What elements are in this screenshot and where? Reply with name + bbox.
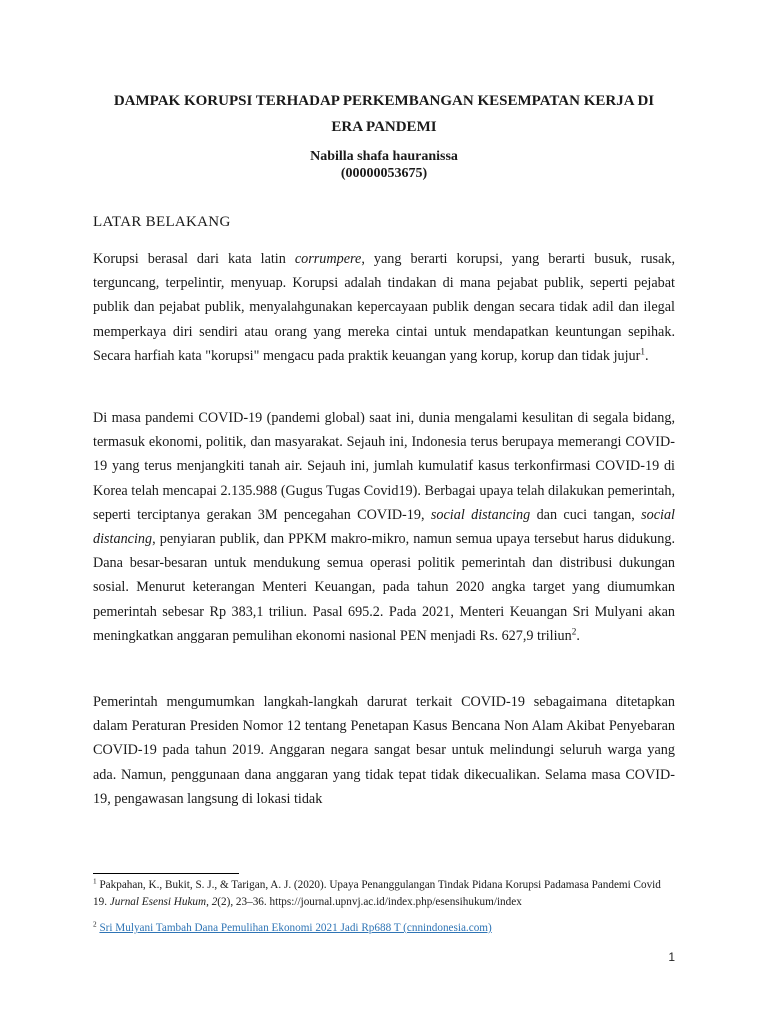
title-line-2: ERA PANDEMI bbox=[331, 119, 437, 135]
footnote-2: $^2$ Sri Mulyani Tambah Dana Pemulihan Ekonomi 2021 Jadi Rp688 T (cnnindonesia.com) bbox=[93, 920, 492, 934]
paragraph-1: Korupsi berasal dari kata latin corrumpere, yang berarti korupsi, yang berarti busuk, rusak, terguncang, terpelintir, menyuap. Korupsi adalah tindakan di mana pejabat publik, seperti pejabat publik dan pejabat publik, menyalahgunakan kepercayaan publik dengan secara tidak adil dan ilegal memperkaya diri sendiri atau orang yang mereka cintai untuk mendapatkan keuntungan sepihak. Secara harfiah kata "korupsi" mengacu pada praktik keuangan yang korup, korup dan tidak jujur$^1$. bbox=[93, 251, 675, 364]
page-number: 1 bbox=[668, 950, 675, 964]
footnote-ref-2[interactable]: 2 bbox=[571, 626, 577, 637]
author-name: Nabilla shafa hauranissa bbox=[310, 149, 458, 164]
footnote-ref-1[interactable]: 1 bbox=[640, 346, 645, 357]
footnote-separator bbox=[93, 873, 239, 874]
paragraph-3: Pemerintah mengumumkan langkah-langkah darurat terkait COVID-19 sebagaimana ditetapkan dalam Peraturan Presiden Nomor 12 tentang Penetapan Kasus Bencana Non Alam Akibat Penyebaran COVID-19 pada tahun 2019. Anggaran negara sangat besar untuk melindungi seluruh warga yang ada. Namun, penggunaan dana anggaran yang tidak tepat tidak dikecualikan. Selama masa COVID-19, pengawasan langsung di lokasi tidak bbox=[93, 694, 675, 807]
author-id: (00000053675) bbox=[340, 166, 428, 181]
title-line-1: DAMPAK KORUPSI TERHADAP PERKEMBANGAN KESEMPATAN KERJA DI bbox=[113, 93, 655, 109]
footnote-2-link[interactable]: Sri Mulyani Tambah Dana Pemulihan Ekonomi 2021 Jadi Rp688 T (cnnindonesia.com) bbox=[99, 922, 492, 934]
section-heading: LATAR BELAKANG bbox=[93, 214, 231, 230]
footnote-1: $^1$ Pakpahan, K., Bukit, S. J., & Tarigan, A. J. (2020). Upaya Penanggulangan Tindak Pidana Korupsi Padamasa Pandemi Covid 19. Jurnal Esensi Hukum, 2(2), 23–36. https://journal.upnvj.ac.id/index.php/esensihukum/index bbox=[93, 877, 661, 908]
document-title bbox=[93, 88, 675, 140]
author-block bbox=[93, 148, 675, 182]
paragraph-2: Di masa pandemi COVID-19 (pandemi global) saat ini, dunia mengalami kesulitan di segala bidang, termasuk ekonomi, politik, dan masyarakat. Sejauh ini, Indonesia terus berupaya memerangi COVID-19 yang terus menjangkiti tanah air. Sejauh ini, jumlah kumulatif kasus terkonfirmasi COVID-19 di Korea telah mencapai 2.135.988 (Gugus Tugas Covid19). Berbagai upaya telah dilakukan pemerintah, seperti terciptanya gerakan 3M pencegahan COVID-19, social distancing dan cuci tangan, social distancing, penyiaran publik, dan PPKM makro-mikro, namun semua upaya tersebut harus didukung. Dana besar-besaran untuk mendukung semua operasi politik pemerintah dan distribusi dukungan sosial. Menurut keterangan Menteri Keuangan, pada tahun 2020 angka target yang diumumkan pemerintah sebesar Rp 383,1 triliun. Pasal 695.2. Pada 2021, Menteri Keuangan Sri Mulyani akan meningkatkan anggaran pemulihan ekonomi nasional PEN menjadi Rs. 627,9 triliun$^2$. bbox=[93, 410, 675, 644]
